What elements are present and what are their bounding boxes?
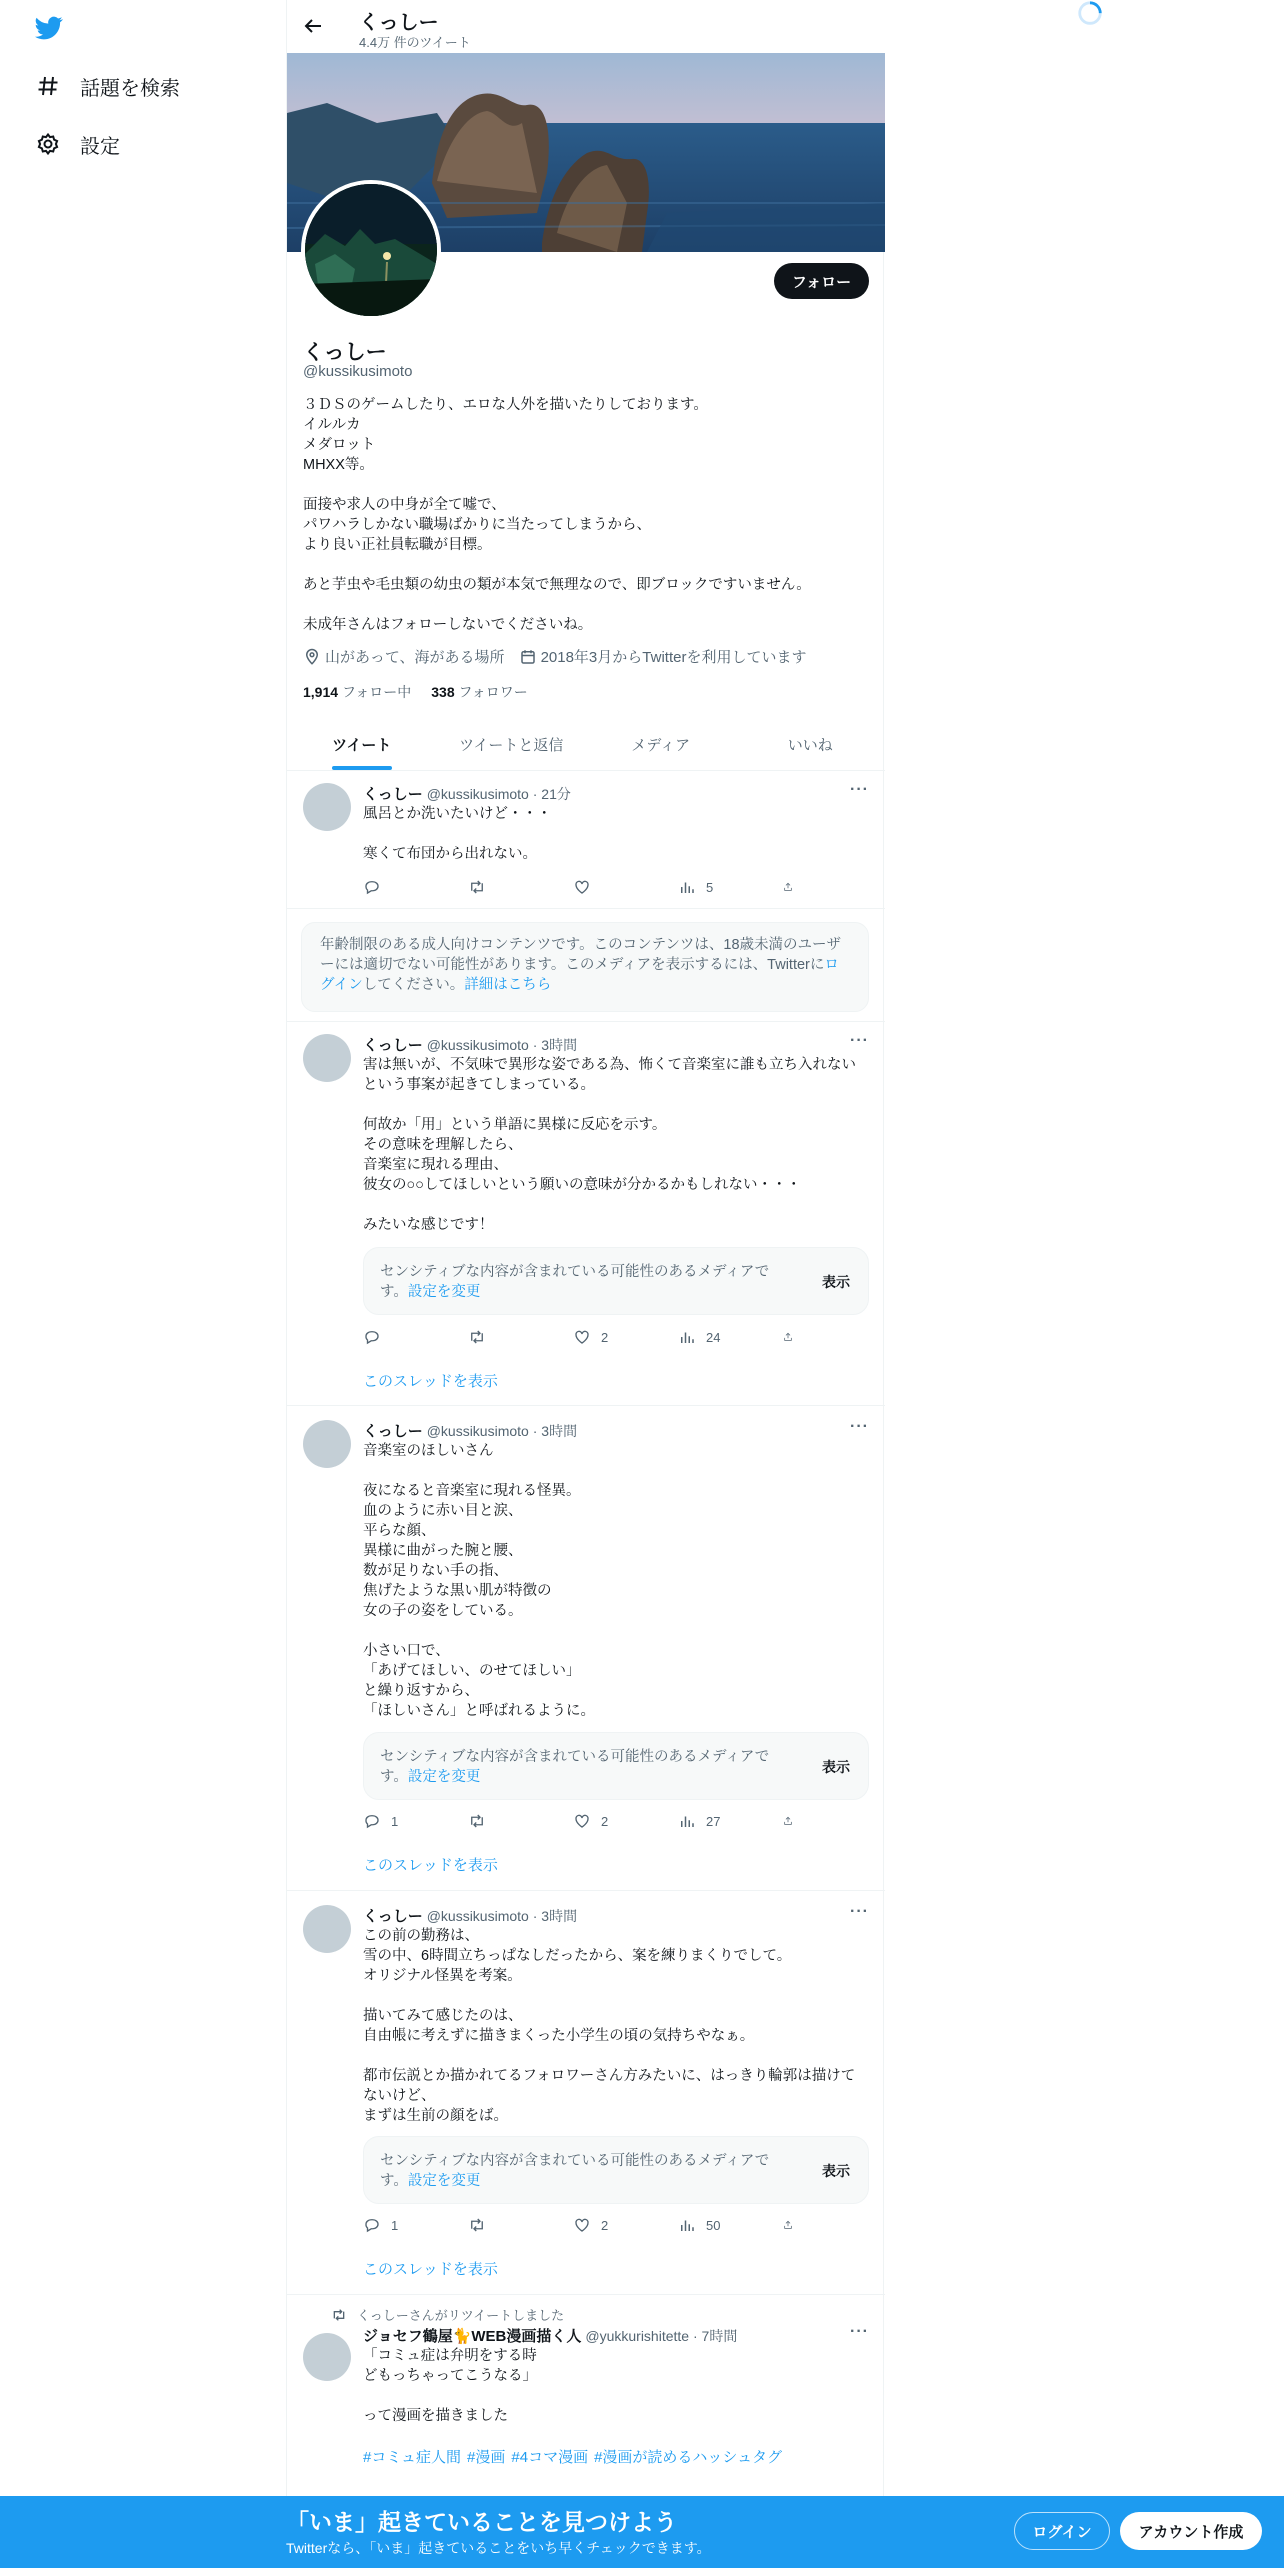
nav-explore-label: 話題を検索 [80, 77, 180, 100]
tab-tweets-and-replies[interactable]: ツイートと返信 [459, 736, 564, 754]
share-icon [783, 2216, 793, 2234]
change-settings-link[interactable]: 設定を変更 [407, 1284, 481, 1300]
retweet-icon [468, 2216, 486, 2234]
reply-icon [363, 2216, 381, 2234]
retweet-button[interactable] [468, 1327, 538, 1347]
tweet-actions [363, 2215, 803, 2235]
back-arrow-icon[interactable] [301, 12, 325, 40]
tweet-avatar[interactable] [303, 783, 351, 831]
reply-button[interactable] [363, 1327, 433, 1347]
tweet-text: 風呂とか洗いたいけど・・・ 寒くて布団から出れない。 [363, 806, 552, 862]
tweet-item[interactable] [287, 1891, 885, 2295]
loading-spinner-icon [1075, 0, 1105, 28]
more-options-icon[interactable]: ··· [850, 1418, 869, 1435]
header-tweet-count: 4.4万 件のツイート [359, 35, 471, 50]
heart-icon [573, 2216, 591, 2234]
view-count: 5 [706, 879, 714, 895]
reply-icon [363, 1328, 381, 1346]
share-icon [783, 1328, 793, 1346]
reply-button[interactable] [363, 1811, 433, 1831]
tweet-avatar[interactable] [303, 1905, 351, 1953]
heart-icon [573, 878, 591, 896]
tweet-actions [363, 1327, 803, 1347]
share-button[interactable] [783, 877, 803, 897]
profile-header-bar [287, 0, 885, 53]
followers-label: フォロワー [458, 684, 528, 700]
calendar-icon [519, 648, 537, 666]
tweet-actions [363, 877, 803, 897]
tweet-avatar[interactable] [303, 2333, 351, 2381]
header-name: くっしー [359, 12, 439, 34]
tweet-time[interactable]: 7時間 [701, 2328, 738, 2344]
age-notice-details-link[interactable]: 詳細はこちら [464, 977, 552, 993]
age-notice-mid: してください。 [362, 977, 465, 993]
tweet-time[interactable]: 21分 [541, 786, 571, 802]
nav-explore[interactable] [36, 66, 180, 106]
show-media-button[interactable]: 表示 [822, 1274, 850, 1290]
tweet-header: くっしー @kussikusimoto · 21分 [363, 783, 571, 804]
bottom-bar-headline: 「いま」起きていることを見つけよう [286, 2509, 677, 2535]
change-settings-link[interactable]: 設定を変更 [407, 2173, 481, 2189]
reply-icon [363, 1812, 381, 1830]
bottom-bar-subtext: Twitterなら、「いま」起きていることをいち早くチェックできます。 [286, 2540, 711, 2556]
bar-chart-icon [678, 1328, 696, 1346]
like-button[interactable] [573, 1811, 643, 1831]
tweet-author-handle[interactable]: @kussikusimoto [426, 786, 529, 802]
heart-icon [573, 1328, 591, 1346]
bar-chart-icon [678, 878, 696, 896]
show-media-button[interactable]: 表示 [822, 2163, 850, 2179]
heart-icon [573, 1812, 591, 1830]
tweet-author-name[interactable]: くっしー [363, 1037, 423, 1054]
like-button[interactable] [573, 2215, 643, 2235]
tweet-author-name[interactable]: くっしー [363, 1908, 423, 1925]
profile-avatar[interactable] [301, 180, 441, 320]
tab-likes[interactable]: いいね [787, 736, 833, 754]
share-icon [783, 878, 793, 896]
tweet-author-handle[interactable]: @kussikusimoto [426, 1037, 529, 1053]
tweet-text: 害は無いが、不気味で異形な姿である為、怖くて音楽室に誰も立ち入れないという事案が起きてしまっている。 何故か「用」という単語に異様に反応を示す。 その意味を理解したら、 音楽室に現れる理由、 彼女の○○してほしいという願いの意味が分かるかもしれない・・・ みたいな感じです！ [363, 1057, 856, 1233]
tweet-author-name[interactable]: ジョセフ鶴屋🐈WEB漫画描く人 [363, 2328, 582, 2345]
show-media-button[interactable]: 表示 [822, 1759, 850, 1775]
tweet-header: くっしー @kussikusimoto · 3時間 [363, 1034, 577, 1055]
nav-settings-label: 設定 [80, 135, 120, 158]
location-pin-icon [303, 648, 321, 666]
view-count: 27 [706, 1813, 721, 1829]
followers-count: 338 [431, 684, 455, 700]
tweet-author-handle[interactable]: @kussikusimoto [426, 1908, 529, 1924]
share-button[interactable] [783, 1327, 803, 1347]
tweet-hashtags [363, 2446, 782, 2467]
profile-location: 山があって、海がある場所 [325, 649, 505, 666]
hashtag-icon [36, 74, 60, 98]
sensitive-media-warning [363, 1732, 869, 1800]
tweet-time[interactable]: 3時間 [541, 1037, 578, 1053]
gear-icon [36, 132, 60, 156]
login-button[interactable]: ログイン [1014, 2512, 1110, 2550]
retweet-button[interactable] [468, 2215, 538, 2235]
tweet-avatar[interactable] [303, 1420, 351, 1468]
bar-chart-icon [678, 2216, 696, 2234]
tweet-text: 音楽室のほしいさん 夜になると音楽室に現れる怪異。 血のように赤い目と涙、 平らな顔、 異様に曲がった腕と腰、 数が足りない手の指、 焦げたような黒い肌が特徴の 女の子の姿をしている。 小さい口で、 「あげてほしい、のせてほしい」 と繰り返すから、 「ほしいさん」と呼ばれるように。 [363, 1443, 595, 1719]
following-label: フォロー中 [341, 684, 412, 700]
sensitive-text: センシティブな内容が含まれている可能性のあるメディアです。 [380, 1264, 770, 1300]
tab-media[interactable]: メディア [631, 736, 691, 754]
age-notice-text: 年齢制限のある成人向けコンテンツです。このコンテンツは、18歳未満のユーザーには適切でない可能性があります。このメディアを表示するには、Twitterに [320, 937, 842, 973]
tweet-header: ジョセフ鶴屋🐈WEB漫画描く人 @yukkurishitette · 7時間 [363, 2325, 737, 2346]
twitter-logo-icon[interactable] [32, 14, 66, 42]
retweet-icon [331, 2307, 347, 2323]
reply-count: 1 [391, 2217, 399, 2233]
hashtag-link[interactable]: #コミュ症人間 [363, 2449, 462, 2466]
tweet-item[interactable] [287, 1021, 885, 1406]
retweet-icon [468, 1328, 486, 1346]
followers-stat[interactable] [431, 682, 528, 702]
share-icon [783, 1812, 793, 1830]
sensitive-media-warning [363, 1247, 869, 1315]
retweet-context [331, 2305, 564, 2324]
more-options-icon[interactable]: ··· [850, 1903, 869, 1920]
like-button[interactable] [573, 1327, 643, 1347]
view-count: 50 [706, 2217, 721, 2233]
views-button[interactable] [678, 2215, 748, 2235]
reply-count: 1 [391, 1813, 399, 1829]
retweet-icon [468, 878, 486, 896]
bar-chart-icon [678, 1812, 696, 1830]
show-thread-link[interactable]: このスレッドを表示 [363, 1857, 498, 1874]
bottom-signup-bar [0, 2496, 1284, 2568]
tweet-time[interactable]: 3時間 [541, 1908, 578, 1924]
profile-meta [303, 646, 806, 667]
retweet-button[interactable] [468, 1811, 538, 1831]
tweet-item[interactable] [287, 2295, 885, 2496]
like-count: 2 [601, 1329, 609, 1345]
view-count: 24 [706, 1329, 721, 1345]
show-thread-link[interactable]: このスレッドを表示 [363, 2261, 498, 2278]
like-count: 2 [601, 2217, 609, 2233]
sensitive-media-warning [363, 2136, 869, 2204]
hashtag-link[interactable]: #漫画 [467, 2449, 506, 2466]
tweet-author-handle[interactable]: @kussikusimoto [426, 1423, 529, 1439]
reply-button[interactable] [363, 877, 433, 897]
more-options-icon[interactable]: ··· [850, 781, 869, 798]
share-button[interactable] [783, 1811, 803, 1831]
like-button[interactable] [573, 877, 643, 897]
profile-handle: @kussikusimoto [303, 363, 413, 380]
hashtag-link[interactable]: #4コマ漫画 [511, 2449, 589, 2466]
follow-button[interactable]: フォロー [774, 263, 869, 299]
profile-bio: ３ＤＳのゲームしたり、エロな人外を描いたりしております。 イルルカ メダロット MHXX等。 面接や求人の中身が全て嘘で、 パワハラしかない職場ばかりに当たってしまうから、 より良い正社員転職が目標。 あと芋虫や毛虫類の幼虫の類が本気で無理なので、即ブロックですいません。 未成年さんはフォローしないでくださいね。 [303, 397, 811, 633]
tweet-author-handle[interactable]: @yukkurishitette [585, 2328, 690, 2344]
following-stat[interactable] [303, 682, 411, 702]
share-button[interactable] [783, 2215, 803, 2235]
hashtag-link[interactable]: #漫画が読めるハッシュタグ [594, 2449, 783, 2466]
retweet-button[interactable] [468, 877, 538, 897]
views-button[interactable] [678, 1327, 748, 1347]
nav-settings[interactable] [36, 124, 120, 164]
age-restricted-notice [301, 922, 869, 1012]
tab-tweets[interactable]: ツイート [287, 718, 437, 770]
sensitive-text: センシティブな内容が含まれている可能性のあるメディアです。 [380, 2153, 770, 2189]
views-button[interactable] [678, 877, 748, 897]
more-options-icon[interactable]: ··· [850, 2323, 869, 2340]
change-settings-link[interactable]: 設定を変更 [407, 1769, 481, 1785]
signup-button[interactable]: アカウント作成 [1120, 2512, 1262, 2550]
profile-joined: 2018年3月からTwitterを利用しています [540, 649, 807, 666]
tweet-text: 「コミュ症は弁明をする時 どもっちゃってこうなる」 って漫画を描きました [363, 2348, 537, 2424]
retweet-icon [468, 1812, 486, 1830]
retweeted-by-text[interactable]: くっしーさんがリツイートしました [357, 2308, 565, 2323]
profile-stats [303, 682, 528, 702]
like-count: 2 [601, 1813, 609, 1829]
age-notice-login-link[interactable]: ログイン [320, 957, 839, 993]
tweet-header: くっしー @kussikusimoto · 3時間 [363, 1905, 577, 1926]
tweet-time[interactable]: 3時間 [541, 1423, 578, 1439]
tweet-actions [363, 1811, 803, 1831]
reply-button[interactable] [363, 2215, 433, 2235]
tweet-text: この前の勤務は、 雪の中、6時間立ちっぱなしだったから、案を練りまくりでして。 オリジナル怪異を考案。 描いてみて感じたのは、 自由帳に考えずに描きまくった小学生の頃の気持ちやなぁ。 都市伝説とか描かれてるフォロワーさん方みたいに、はっきり輪郭は描けてないけど、 まずは生前の顔をば。 [363, 1928, 856, 2124]
views-button[interactable] [678, 1811, 748, 1831]
profile-tabs [287, 718, 885, 771]
main-column [286, 0, 884, 2568]
tweet-header: くっしー @kussikusimoto · 3時間 [363, 1420, 577, 1441]
following-count: 1,914 [303, 684, 339, 700]
tweet-item[interactable] [287, 1406, 885, 1891]
more-options-icon[interactable]: ··· [850, 1032, 869, 1049]
tweet-author-name[interactable]: くっしー [363, 786, 423, 803]
profile-name: くっしー [303, 341, 387, 364]
tweet-avatar[interactable] [303, 1034, 351, 1082]
reply-icon [363, 878, 381, 896]
sensitive-text: センシティブな内容が含まれている可能性のあるメディアです。 [380, 1749, 770, 1785]
tweet-item[interactable] [287, 771, 885, 909]
show-thread-link[interactable]: このスレッドを表示 [363, 1373, 498, 1390]
tweet-author-name[interactable]: くっしー [363, 1423, 423, 1440]
